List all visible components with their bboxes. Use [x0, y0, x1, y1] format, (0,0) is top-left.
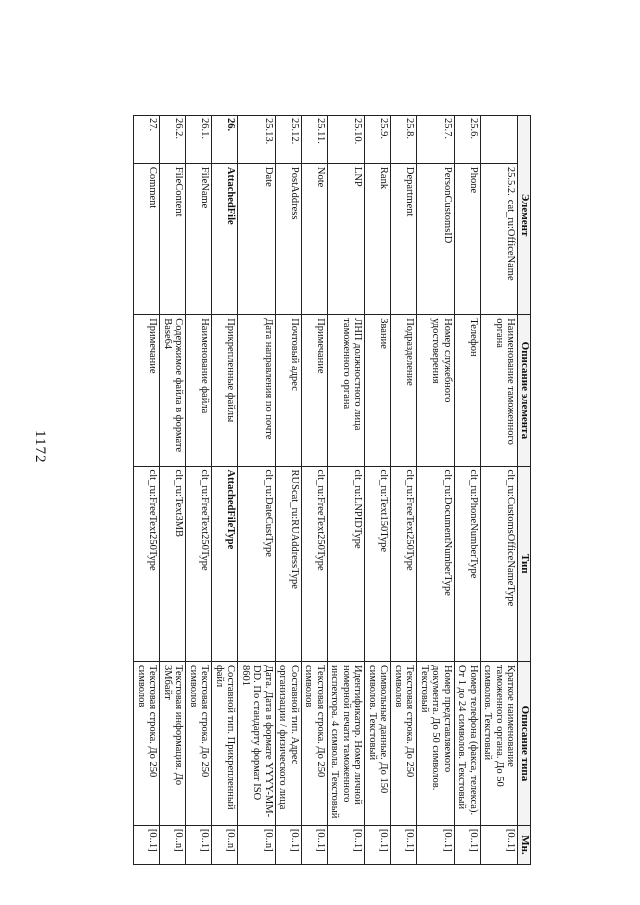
element-number: 25.9. — [365, 116, 391, 164]
element-description: ЛНП должностного лица таможенного органа — [328, 315, 366, 466]
table-row — [391, 116, 417, 865]
element-description: Наименование таможенного органа — [481, 315, 519, 466]
table-row — [276, 116, 302, 865]
multiplicity: [0..1] — [391, 825, 417, 864]
type-description: Текстовая информация. До 3Мбайт — [160, 661, 186, 825]
element-number: 25.8. — [391, 116, 417, 164]
multiplicity: [0..1] — [302, 825, 328, 864]
element-type: clt_ru:DocumentNumberType — [417, 466, 455, 661]
element-name: Date — [238, 163, 276, 314]
element-number: 25.7. — [417, 116, 455, 164]
element-description: Примечание — [302, 315, 328, 466]
type-description: Текстовая строка. До 250 символов — [391, 661, 417, 825]
element-number: 25.11. — [302, 116, 328, 164]
type-description: Краткое наименование таможенного органа. До 50 символов. Текстовый — [481, 661, 519, 825]
element-name: PostAddress — [276, 163, 302, 314]
header-type: Тип — [518, 466, 531, 661]
element-name: cat_ru:OfficeName — [505, 199, 517, 281]
type-description: Номер телефона (факса, телекса). От 1 до 24 символов. Текстовый — [455, 661, 481, 825]
element-cell — [481, 163, 519, 314]
table-row — [417, 116, 455, 865]
element-name: Phone — [455, 163, 481, 314]
multiplicity: [0..1] — [417, 825, 455, 864]
indent-cell — [481, 116, 519, 164]
table-row — [134, 116, 160, 865]
multiplicity: [0..n] — [212, 825, 238, 864]
element-name: Comment — [134, 163, 160, 314]
multiplicity: [0..1] — [455, 825, 481, 864]
table-row — [328, 116, 366, 865]
element-number: 25.13. — [238, 116, 276, 164]
element-number: 25.5.2. — [505, 166, 517, 196]
element-name: FileName — [186, 163, 212, 314]
element-number: 26. — [212, 116, 238, 164]
multiplicity: [0..1] — [365, 825, 391, 864]
element-number: 26.1. — [186, 116, 212, 164]
element-type: AttachedFileType — [212, 466, 238, 661]
element-description: Прикрепленные файлы — [212, 315, 238, 466]
multiplicity: [0..1] — [328, 825, 366, 864]
element-number: 26.2. — [160, 116, 186, 164]
table-row — [186, 116, 212, 865]
element-description: Звание — [365, 315, 391, 466]
element-name: Note — [302, 163, 328, 314]
element-number: 25.6. — [455, 116, 481, 164]
element-type: clt_ru:Text3MB — [160, 466, 186, 661]
element-number: 25.10. — [328, 116, 366, 164]
type-description: Символьные данные. До 150 символов. Текстовый — [365, 661, 391, 825]
element-type: clt_ru:CustomsOfficeNameType — [481, 466, 519, 661]
element-type: clt_ru:PhoneNumberType — [455, 466, 481, 661]
table-header-row — [518, 116, 531, 865]
element-type: clt_ru:Text150Type — [365, 466, 391, 661]
multiplicity: [0..n] — [160, 825, 186, 864]
multiplicity: [0..1] — [276, 825, 302, 864]
element-name: FileContent — [160, 163, 186, 314]
header-element-description: Описание элемента — [518, 315, 531, 466]
multiplicity: [0..1] — [134, 825, 160, 864]
element-description: Содержимое файла в формате Base64 — [160, 315, 186, 466]
rotated-table-area — [103, 115, 531, 865]
element-type: clt_ru:LNPIDType — [328, 466, 366, 661]
header-element: Элемент — [518, 116, 531, 315]
type-description: Идентификатор. Номер личной номерной печати таможенного инспектора. 4 символа. Текстовый — [328, 661, 366, 825]
type-description: Текстовая строка. До 250 символов — [134, 661, 160, 825]
type-description: Составной тип. Прикрепленный файл — [212, 661, 238, 825]
element-type: clt_ru:FreeText250Type — [391, 466, 417, 661]
element-description: Почтовый адрес — [276, 315, 302, 466]
element-type: clt_ru:FreeText250Type — [302, 466, 328, 661]
multiplicity: [0..1] — [481, 825, 519, 864]
element-type: clt_ru:FreeText250Type — [186, 466, 212, 661]
element-number: 25.12. — [276, 116, 302, 164]
header-type-description: Описание типа — [518, 661, 531, 825]
element-name: AttachedFile — [212, 163, 238, 314]
elements-table — [134, 115, 532, 865]
page-number: 1172 — [32, 430, 48, 464]
type-description: Текстовая строка. До 250 символов — [302, 661, 328, 825]
type-description: Текстовая строка. До 250 символов — [186, 661, 212, 825]
table-row — [455, 116, 481, 865]
multiplicity: [0..1] — [186, 825, 212, 864]
type-description: Составной тип. Адрес организации / физического лица — [276, 661, 302, 825]
header-multiplicity: Мн. — [518, 825, 531, 864]
element-description: Дата направления по почте — [238, 315, 276, 466]
element-description: Примечание — [134, 315, 160, 466]
table-row — [365, 116, 391, 865]
element-name: Rank — [365, 163, 391, 314]
type-description: Дата. Дата в формате YYYY-MM-DD. По стандарту формат ISO 8601 — [238, 661, 276, 825]
element-type: clt_ru:DateCustType — [238, 466, 276, 661]
element-name: PersonCustomsID — [417, 163, 455, 314]
table-row — [212, 116, 238, 865]
multiplicity: [0..n] — [238, 825, 276, 864]
table-row — [481, 116, 519, 865]
element-description: Телефон — [455, 315, 481, 466]
rotated-table-container — [103, 115, 531, 865]
table-row — [302, 116, 328, 865]
type-description: Номер представляемого документа. До 50 символов. Текстовый — [417, 661, 455, 825]
element-description: Подразделение — [391, 315, 417, 466]
table-row — [238, 116, 276, 865]
element-type: RUScat_ru:RUAddressType — [276, 466, 302, 661]
element-name: Department — [391, 163, 417, 314]
element-name: LNP — [328, 163, 366, 314]
element-number: 27. — [134, 116, 160, 164]
table-row — [160, 116, 186, 865]
element-type: clt_ru:FreeText250Type — [134, 466, 160, 661]
element-description: Номер служебного удостоверения — [417, 315, 455, 466]
element-description: Наименование файла — [186, 315, 212, 466]
